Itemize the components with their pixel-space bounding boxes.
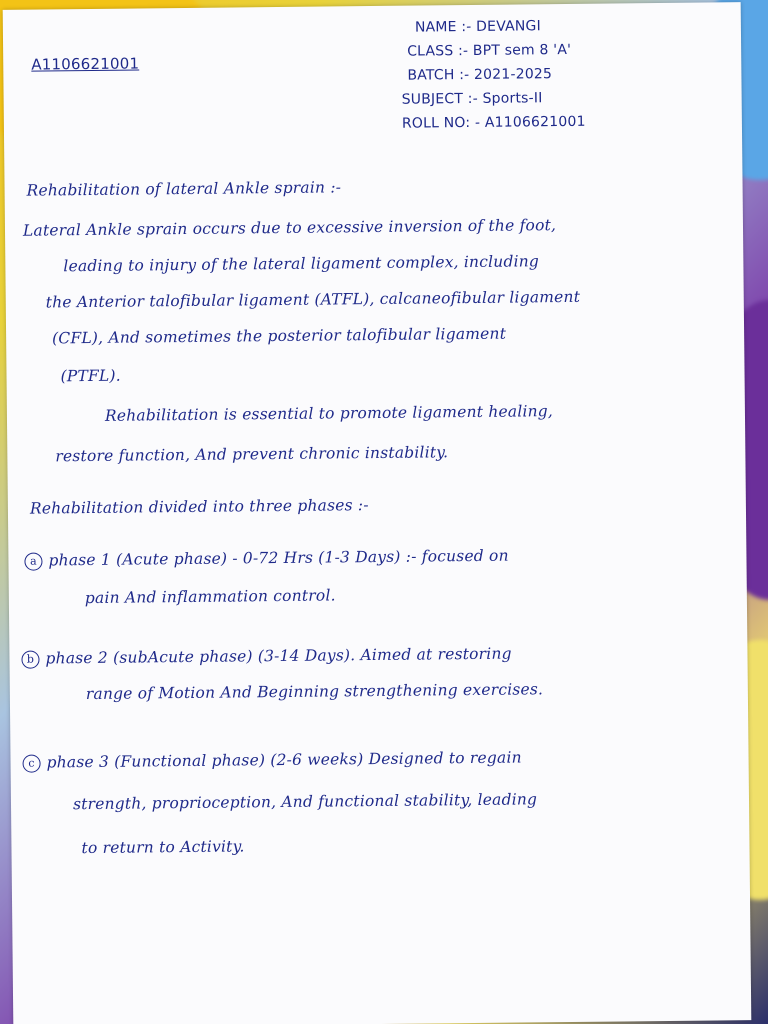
intro-line: the Anterior talofibular ligament (ATFL), calcaneofibular ligament bbox=[45, 287, 581, 312]
intro-line: leading to injury of the lateral ligament complex, including bbox=[63, 252, 540, 276]
phase-line: pain And inflammation control. bbox=[84, 586, 336, 608]
phase-line bbox=[22, 748, 521, 772]
phase-line bbox=[24, 547, 508, 571]
notebook-page bbox=[3, 2, 752, 1024]
phase-marker: c bbox=[22, 755, 40, 773]
phase-text: phase 2 (subAcute phase) (3-14 Days). Aimed at restoring bbox=[45, 644, 512, 668]
intro-line: (PTFL). bbox=[60, 366, 121, 386]
header-subject: SUBJECT :- Sports-II bbox=[401, 90, 543, 108]
header-roll-no: ROLL NO: - A1106621001 bbox=[401, 113, 586, 132]
phase-line: range of Motion And Beginning strengthening exercises. bbox=[85, 680, 544, 704]
intro-line: Lateral Ankle sprain occurs due to excessive inversion of the foot, bbox=[22, 216, 557, 240]
phases-heading: Rehabilitation divided into three phases :- bbox=[29, 496, 369, 518]
phase-text: phase 1 (Acute phase) - 0-72 Hrs (1-3 Days) :- focused on bbox=[48, 546, 509, 570]
phase-text: phase 3 (Functional phase) (2-6 weeks) Designed to regain bbox=[46, 748, 522, 772]
intro-line: Rehabilitation is essential to promote ligament healing, bbox=[104, 402, 554, 425]
intro-line: (CFL), And sometimes the posterior talofibular ligament bbox=[52, 324, 507, 348]
header-name: NAME :- DEVANGI bbox=[414, 18, 541, 36]
intro-line: restore function, And prevent chronic instability. bbox=[55, 443, 449, 466]
phase-marker: a bbox=[24, 553, 42, 571]
phase-line: strength, proprioception, And functional stability, leading bbox=[72, 790, 538, 814]
header-batch: BATCH :- 2021-2025 bbox=[407, 66, 553, 84]
roll-number-top-left: A1106621001 bbox=[31, 54, 140, 74]
phase-line bbox=[21, 645, 511, 669]
page-title: Rehabilitation of lateral Ankle sprain :- bbox=[26, 178, 342, 200]
phase-marker: b bbox=[21, 651, 39, 669]
header-class: CLASS :- BPT sem 8 'A' bbox=[407, 41, 572, 60]
phase-line: to return to Activity. bbox=[81, 837, 245, 858]
